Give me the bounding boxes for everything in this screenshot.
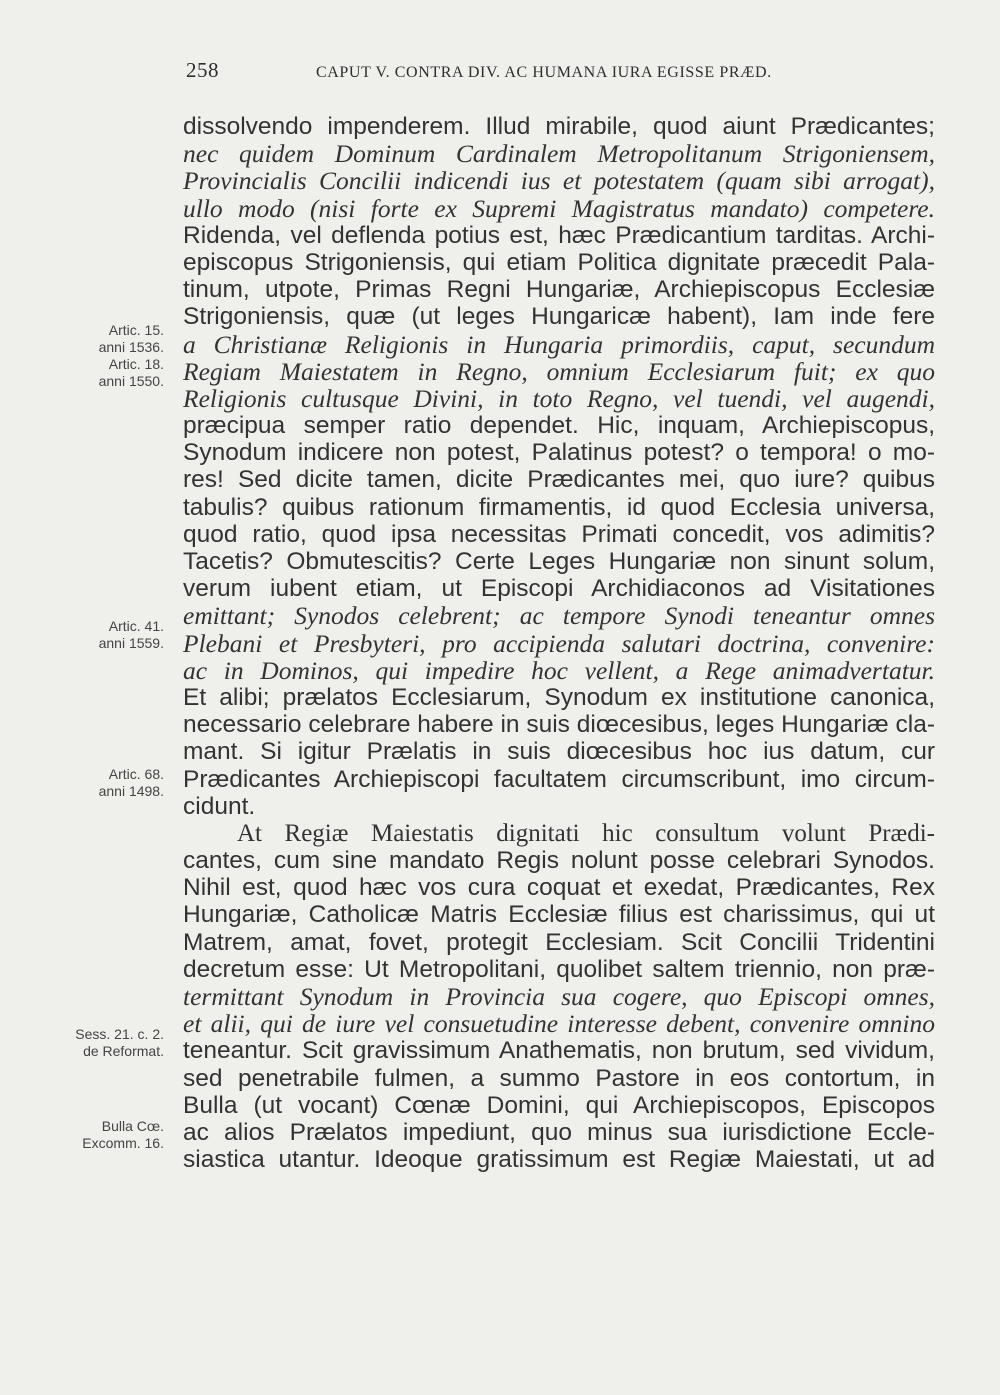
- text-line: res! Sed dicite tamen, dicite Prædicantes mei, quo iure? quibus: [183, 466, 935, 494]
- text-line: Hungariæ, Catholicæ Matris Ecclesiæ filius est charissimus, qui ut: [183, 901, 935, 929]
- margin-note-line: anni 1536.: [98, 339, 164, 355]
- text-line: Bulla (ut vocant) Cœnæ Domini, qui Archiepiscopos, Episcopos: [183, 1091, 935, 1119]
- margin-note-line: Artic. 15.: [108, 322, 164, 338]
- text-line: cantes, cum sine mandato Regis nolunt posse celebrari Synodos.: [183, 847, 935, 875]
- margin-note-line: Bulla Cœ.: [101, 1118, 164, 1134]
- text-line: Ridenda, vel deflenda potius est, hæc Prædicantium tarditas. Archi-: [183, 221, 935, 249]
- page-number: 258: [186, 58, 219, 82]
- margin-note-line: Artic. 68.: [108, 766, 164, 782]
- text-line: emittant; Synodos celebrent; ac tempore Synodi teneantur omnes: [183, 601, 935, 631]
- margin-note-line: Artic. 41.: [108, 618, 164, 634]
- text-line: ac in Dominos, qui impedire hoc vellent, a Rege animadvertatur.: [183, 655, 935, 685]
- text-line: Prædicantes Archiepiscopi facultatem circumscribunt, imo circum-: [183, 765, 935, 793]
- text-line: verum iubent etiam, ut Episcopi Archidiaconos ad Visitationes: [183, 575, 935, 603]
- text-line: quod ratio, quod ipsa necessitas Primati concedit, vos adimitis?: [183, 520, 935, 548]
- margin-note-line: anni 1550.: [98, 373, 164, 389]
- text-line: Religionis cultusque Divini, in toto Regno, vel tuendi, vel augendi,: [183, 383, 935, 413]
- body-text: [183, 113, 935, 1173]
- margin-note: [44, 618, 164, 652]
- margin-note: [44, 1118, 164, 1152]
- margin-note-line: Excomm. 16.: [82, 1135, 164, 1151]
- text-line: cidunt.: [183, 792, 256, 820]
- text-line: Nihil est, quod hæc vos cura coquat et exedat, Prædicantes, Rex: [183, 874, 935, 902]
- text-line: Et alibi; prælatos Ecclesiarum, Synodum ex institutione canonica,: [183, 683, 935, 711]
- text-line: necessario celebrare habere in suis diœcesibus, leges Hungariæ cla-: [183, 711, 935, 739]
- text-line: Tacetis? Obmutescitis? Certe Leges Hungariæ non sinunt solum,: [183, 548, 935, 575]
- margin-note: [44, 1026, 164, 1060]
- margin-note-line: Sess. 21. c. 2.: [75, 1026, 164, 1042]
- text-line: nec quidem Dominum Cardinalem Metropolitanum Strigoniensem,: [183, 139, 935, 169]
- margin-note: [44, 766, 164, 800]
- text-line: præcipua semper ratio dependet. Hic, inquam, Archiepiscopus,: [183, 412, 935, 440]
- text-line: sed penetrabile fulmen, a summo Pastore in eos contortum, in: [183, 1064, 935, 1092]
- text-line: dissolvendo impenderem. Illud mirabile, quod aiunt Prædicantes;: [183, 113, 935, 140]
- text-line: mant. Si igitur Prælatis in suis diœcesibus hoc ius datum, cur: [183, 738, 935, 766]
- text-line: Provincialis Concilii indicendi ius et potestatem (quam sibi arrogat),: [183, 166, 935, 196]
- text-line: tabulis? quibus rationum firmamentis, id quod Ecclesia universa,: [183, 493, 935, 521]
- margin-note-line: Artic. 18.: [108, 356, 164, 372]
- margin-note-line: anni 1559.: [98, 635, 164, 651]
- text-line: ullo modo (nisi forte ex Supremi Magistratus mandato) competere.: [183, 193, 935, 223]
- text-line: ac alios Prælatos impediunt, quo minus sua iurisdictione Eccle-: [183, 1118, 935, 1146]
- text-line: Strigoniensis, quæ (ut leges Hungaricæ habent), Iam inde fere: [183, 303, 935, 331]
- text-line: siastica utantur. Ideoque gratissimum est Regiæ Maiestati, ut ad: [183, 1146, 935, 1174]
- text-line: termittant Synodum in Provincia sua cogere, quo Episcopi omnes,: [183, 982, 935, 1011]
- text-line: Synodum indicere non potest, Palatinus potest? o tempora! o mo-: [183, 439, 935, 467]
- text-line: decretum esse: Ut Metropolitani, quolibet saltem triennio, non præ-: [183, 955, 935, 983]
- text-line: episcopus Strigoniensis, qui etiam Politica dignitate præcedit Pala-: [183, 248, 935, 276]
- text-line: Matrem, amat, fovet, protegit Ecclesiam. Scit Concilii Tridentini: [183, 928, 935, 956]
- margin-note-line: anni 1498.: [98, 783, 164, 799]
- text-line: Plebani et Presbyteri, pro accipienda salutari doctrina, convenire:: [183, 628, 935, 658]
- text-line: et alii, qui de iure vel consuetudine interesse debent, convenire omnino: [183, 1009, 935, 1039]
- text-line: At Regiæ Maiestatis dignitati hic consultum volunt Prædi-: [237, 819, 935, 847]
- text-line: tinum, utpote, Primas Regni Hungariæ, Archiepiscopus Ecclesiæ: [183, 276, 935, 304]
- margin-note: [44, 322, 164, 390]
- text-line: teneantur. Scit gravissimum Anathematis, non brutum, sed vividum,: [183, 1037, 935, 1065]
- text-line: Regiam Maiestatem in Regno, omnium Ecclesiarum fuit; ex quo: [183, 356, 935, 386]
- running-title: CAPUT V. CONTRA DIV. AC HUMANA IURA EGISSE PRÆD.: [316, 64, 772, 81]
- text-line: a Christianæ Religionis in Hungaria primordiis, caput, secundum: [183, 329, 935, 359]
- margin-note-line: de Reformat.: [83, 1043, 164, 1059]
